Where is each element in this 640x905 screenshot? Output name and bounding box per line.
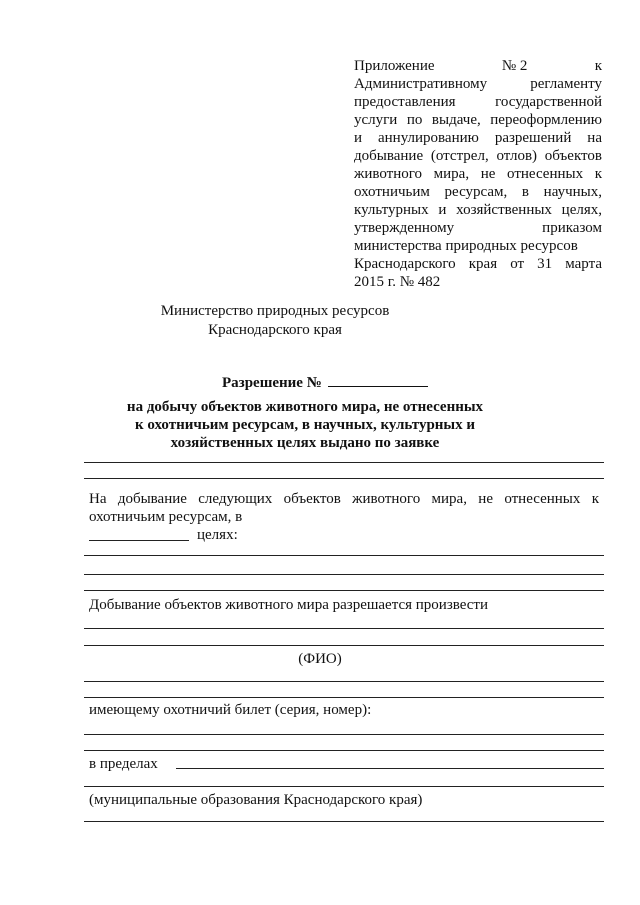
appendix-line-13: 2015 г. № 482 — [354, 274, 441, 290]
application-line-2[interactable] — [84, 478, 604, 479]
purpose-field[interactable] — [89, 540, 189, 541]
purpose-line-2[interactable] — [84, 574, 604, 575]
person-line-1[interactable] — [84, 628, 604, 629]
territory-field[interactable] — [176, 768, 604, 769]
objects-line-2: охотничьим ресурсам, в — [89, 509, 243, 525]
permit-subtitle — [100, 398, 510, 452]
person-line-4[interactable] — [84, 697, 604, 698]
purpose-line-1[interactable] — [84, 555, 604, 556]
person-line-2[interactable] — [84, 645, 604, 646]
appendix-line-1 — [354, 57, 602, 75]
appendix-number: № 2 — [501, 58, 528, 74]
purposes-label: целях: — [197, 527, 238, 543]
appendix-line-4: услуги по выдаче, переоформлению — [354, 112, 602, 128]
municipal-line[interactable] — [84, 821, 604, 822]
ministry-region: Краснодарского края — [208, 322, 342, 338]
appendix-line-5: и аннулированию разрешений на — [354, 130, 602, 146]
permit-subtitle-line-1: на добычу объектов животного мира, не отнесенных — [126, 399, 484, 415]
appendix-line-10: утвержденному приказом — [354, 220, 602, 236]
within-label: в пределах — [89, 756, 158, 772]
appendix-line-12: Краснодарского края от 31 марта — [354, 256, 602, 272]
application-line-1[interactable] — [84, 462, 604, 463]
fio-label: (ФИО) — [298, 651, 342, 667]
ticket-line-2[interactable] — [84, 750, 604, 751]
appendix-block — [354, 57, 602, 291]
appendix-line-6: добывание (отстрел, отлов) объектов — [354, 148, 602, 164]
extraction-allowed-text: Добывание объектов животного мира разрешается произвести — [89, 597, 489, 613]
appendix-line-2: Административному регламенту — [354, 76, 602, 92]
objects-line-1: На добывание следующих объектов животного мира, не отнесенных к — [89, 491, 599, 507]
permit-title — [222, 372, 428, 392]
appendix-to: к — [594, 58, 602, 74]
appendix-line-3: предоставления государственной — [354, 94, 602, 110]
hunting-ticket-label: имеющему охотничий билет (серия, номер): — [89, 702, 372, 718]
appendix-label: Приложение — [354, 58, 435, 74]
appendix-line-7: животного мира, не отнесенных к — [354, 166, 602, 182]
permit-title-text: Разрешение № — [222, 375, 322, 391]
person-line-3[interactable] — [84, 681, 604, 682]
appendix-line-9: культурных и хозяйственных целях, — [354, 202, 602, 218]
permit-subtitle-line-2: к охотничьим ресурсам, в научных, культурных и — [134, 417, 476, 433]
appendix-line-8: охотничьим ресурсам, в научных, — [354, 184, 602, 200]
permit-subtitle-line-3: хозяйственных целях выдано по заявке — [170, 435, 440, 451]
objects-paragraph — [89, 490, 599, 508]
ticket-line-1[interactable] — [84, 734, 604, 735]
permit-number-field[interactable] — [328, 372, 428, 387]
purpose-line-3[interactable] — [84, 590, 604, 591]
ministry-name: Министерство природных ресурсов — [160, 303, 390, 319]
municipal-label: (муниципальные образования Краснодарского края) — [89, 792, 423, 808]
appendix-line-11: министерства природных ресурсов — [354, 238, 578, 254]
territory-line-2[interactable] — [84, 786, 604, 787]
